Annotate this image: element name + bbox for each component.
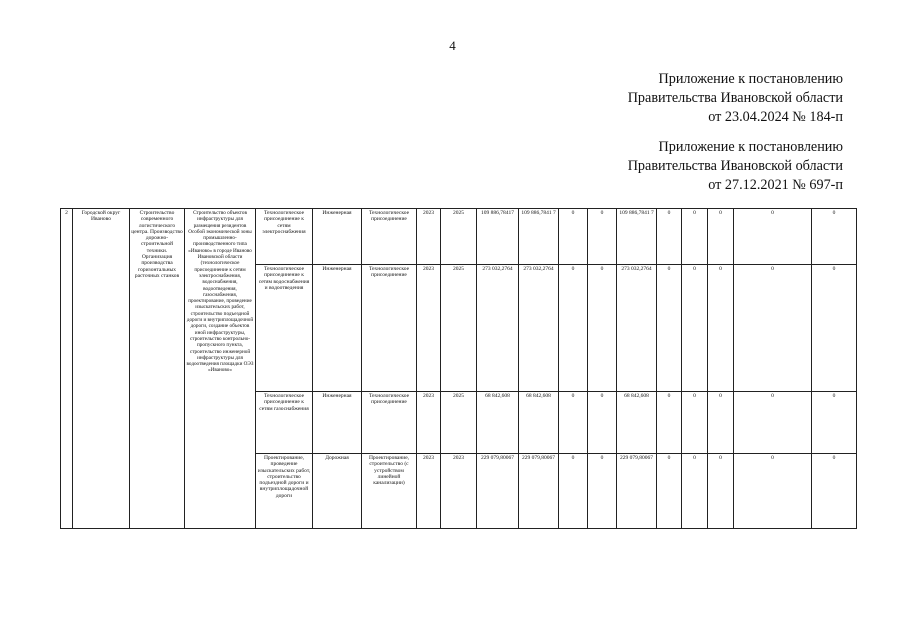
value-cell: 0: [812, 454, 857, 529]
value-cell: 0: [682, 209, 708, 265]
kind-cell: Технологическое присоединение: [362, 265, 417, 392]
value-cell: 0: [682, 265, 708, 392]
value-cell: 0: [588, 209, 617, 265]
purpose-cell: Строительство современного логистического центра. Производство дорожно-строительной техники. Организация производства горизонтальных расточных станков: [130, 209, 185, 529]
row-number-cell: 2: [61, 209, 73, 529]
type-cell: Инженерная: [313, 392, 362, 454]
appendix-date-line: от 23.04.2024 № 184-п: [708, 109, 843, 125]
total-cell: 109 886,78417: [477, 209, 519, 265]
end-year-cell: 2025: [441, 265, 477, 392]
kind-cell: Технологическое присоединение: [362, 209, 417, 265]
kind-cell: Технологическое присоединение: [362, 392, 417, 454]
value-cell: 0: [682, 392, 708, 454]
table-row: [61, 209, 857, 265]
page-number: 4: [449, 38, 456, 53]
value-cell: 68 842,608: [617, 392, 657, 454]
total-cell: 273 032,2764: [477, 265, 519, 392]
value-cell: 0: [708, 265, 734, 392]
value-cell: 0: [812, 265, 857, 392]
total-budget-cell: 68 842,608: [519, 392, 559, 454]
value-cell: 109 886,7841 7: [617, 209, 657, 265]
type-cell: Инженерная: [313, 209, 362, 265]
value-cell: 0: [734, 392, 812, 454]
value-cell: 0: [657, 209, 682, 265]
total-budget-cell: 109 886,7841 7: [519, 209, 559, 265]
activity-cell: Технологическое присоединение к сетям газоснабжения: [256, 392, 313, 454]
type-cell: Инженерная: [313, 265, 362, 392]
value-cell: 0: [734, 454, 812, 529]
municipality-cell: Городской округ Иваново: [73, 209, 130, 529]
start-year-cell: 2023: [417, 454, 441, 529]
end-year-cell: 2023: [441, 454, 477, 529]
total-cell: 68 842,608: [477, 392, 519, 454]
start-year-cell: 2023: [417, 209, 441, 265]
total-cell: 229 079,80067: [477, 454, 519, 529]
type-cell: Дорожная: [313, 454, 362, 529]
value-cell: 0: [559, 209, 588, 265]
value-cell: 0: [559, 265, 588, 392]
value-cell: 0: [657, 392, 682, 454]
appendix-line: Правительства Ивановской области: [627, 158, 843, 174]
appendix-line: Приложение к постановлению: [658, 71, 843, 87]
value-cell: 0: [734, 265, 812, 392]
value-cell: 273 032,2764: [617, 265, 657, 392]
value-cell: 0: [812, 209, 857, 265]
kind-cell: Проектирование, строительство (с устройством линейной канализации): [362, 454, 417, 529]
value-cell: 0: [588, 392, 617, 454]
end-year-cell: 2025: [441, 392, 477, 454]
value-cell: 0: [812, 392, 857, 454]
appendix-line: Правительства Ивановской области: [627, 90, 843, 106]
value-cell: 0: [682, 454, 708, 529]
activity-cell: Технологическое присоединение к сетям электроснабжения: [256, 209, 313, 265]
value-cell: 0: [708, 209, 734, 265]
appendix-header-current: [628, 70, 843, 127]
total-budget-cell: 229 079,80067: [519, 454, 559, 529]
value-cell: 0: [657, 265, 682, 392]
value-cell: 0: [708, 392, 734, 454]
start-year-cell: 2023: [417, 392, 441, 454]
appendix-date-line: от 27.12.2021 № 697-п: [708, 177, 843, 193]
value-cell: 229 079,80067: [617, 454, 657, 529]
value-cell: 0: [559, 392, 588, 454]
value-cell: 0: [588, 265, 617, 392]
investment-projects-table: [60, 208, 857, 529]
appendix-header-original: [628, 138, 843, 195]
end-year-cell: 2025: [441, 209, 477, 265]
value-cell: 0: [559, 454, 588, 529]
value-cell: 0: [588, 454, 617, 529]
value-cell: 0: [708, 454, 734, 529]
project-cell: Строительство объектов инфраструктуры для размещения резидентов Особой экономической зоны промышленно-производственного типа «Иваново» в городе Иваново Ивановской области (технологическое присоединение к сетям электроснабжения, водоснабжения, водоотведения, газоснабжения, проектирование, проведение изыскательских работ, строительство подъездной дороги и внутриплощадочной дороги, создание объектов иной инфраструктуры, строительство контрольно-пропускного пункта, строительство инженерной инфраструктуры для водоотведения площадки ОЭЗ «Иваново»: [185, 209, 256, 529]
activity-cell: Проектирование, проведение изыскательских работ, строительство подъездной дороги и внутриплощадочной дороги: [256, 454, 313, 529]
value-cell: 0: [657, 454, 682, 529]
appendix-line: Приложение к постановлению: [658, 139, 843, 155]
activity-cell: Технологическое присоединение к сетям водоснабжения и водоотведения: [256, 265, 313, 392]
total-budget-cell: 273 032,2764: [519, 265, 559, 392]
value-cell: 0: [734, 209, 812, 265]
start-year-cell: 2023: [417, 265, 441, 392]
